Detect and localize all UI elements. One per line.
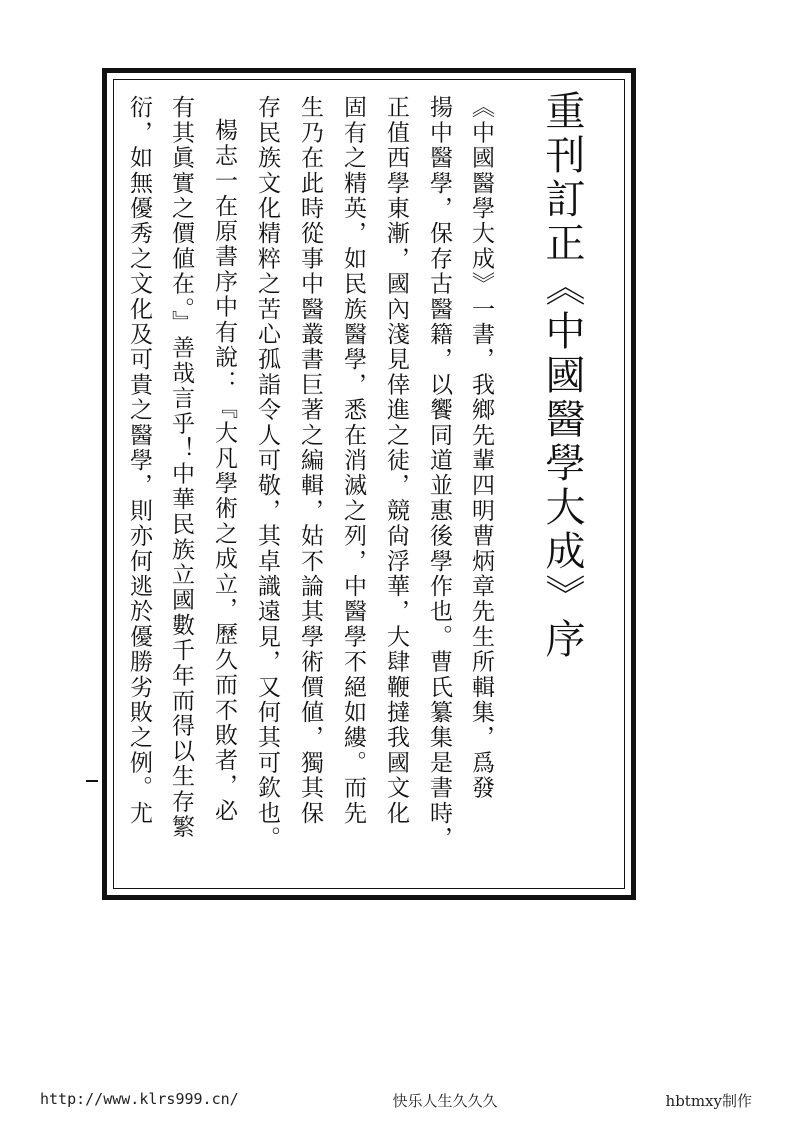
text-column-6: 存民族文化精粹之苦心孤詣令人可敬，其卓識遠見，又何其可欽也。 — [254, 95, 280, 851]
footer-url-link[interactable]: http://www.klrs999.cn/ — [40, 1090, 239, 1108]
margin-mark — [86, 780, 98, 782]
text-column-2: 揚中醫學，保存古醫籍，以饗同道並惠後學作也。曹氏纂集是書時， — [426, 95, 452, 851]
text-column-1: 《中國醫學大成》一書，我鄉先輩四明曹炳章先生所輯集，爲發 — [468, 95, 494, 801]
text-column-4: 固有之精英，如民族醫學，悉在消滅之列，中醫學不絕如縷。而先 — [340, 95, 366, 826]
text-column-7: 楊志一在原書序中有說：『大凡學術之成立，歷久而不敗者，必 — [211, 118, 237, 824]
text-column-3: 正值西學東漸，國內淺見倖進之徒，競尙浮華，大肆鞭撻我國文化 — [383, 95, 409, 826]
preface-title: 重刊訂正《中國醫學大成》序 — [539, 90, 585, 662]
text-column-8: 有其眞實之價値在。』善哉言乎！中華民族立國數千年而得以生存繁 — [168, 95, 194, 840]
text-column-9: 衍，如無優秀之文化及可貴之醫學，則亦何逃於優勝劣敗之例。尤 — [126, 95, 152, 826]
footer-credit: hbtmxy制作 — [665, 1092, 752, 1110]
text-column-5: 生乃在此時從事中醫叢書巨著之編輯，姑不論其學術價値，獨其保 — [297, 95, 323, 826]
footer-center-text: 快乐人生久久久 — [392, 1092, 498, 1110]
